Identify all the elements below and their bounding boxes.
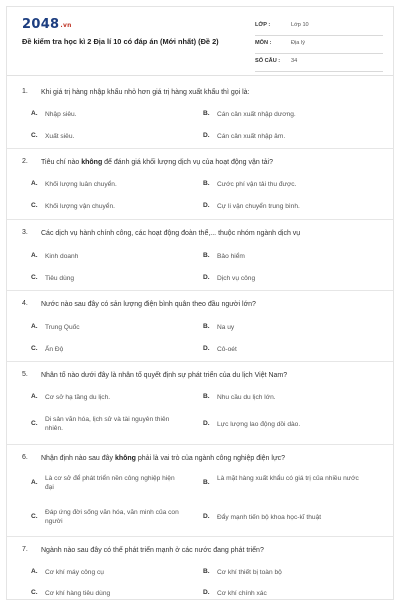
option-text: Nhu cầu du lịch lớn.	[217, 394, 276, 401]
option-letter: C.	[31, 202, 38, 209]
question-divider	[7, 219, 393, 220]
option-letter: A.	[31, 110, 38, 117]
meta-subject-row	[255, 38, 383, 54]
option-letter: D.	[203, 345, 210, 352]
option-text: Cự li vận chuyển trung bình.	[217, 203, 300, 210]
question-number: 7.	[22, 546, 28, 553]
option-text: Bảo hiểm	[217, 253, 245, 260]
option-letter: C.	[31, 274, 38, 281]
option-letter: B.	[203, 323, 210, 330]
question-text	[41, 229, 381, 238]
option-text: Dịch vụ công	[217, 275, 256, 282]
question-text-part: Nhân tố nào dưới đây là nhân tố quyết định sự phát triển của du lịch Việt Nam?	[41, 372, 288, 379]
option-letter: D.	[203, 513, 210, 520]
question-divider	[7, 536, 393, 537]
option-text: Khối lượng luân chuyển.	[45, 181, 117, 188]
option-text: Cơ khí chính xác	[217, 590, 267, 597]
question-divider	[7, 444, 393, 445]
option-letter: A.	[31, 252, 38, 259]
option-text: Cơ khí máy công cụ	[45, 569, 104, 576]
question-text-part: Ngành nào sau đây có thế phát triển mạnh ở các nước đang phát triển?	[41, 547, 264, 554]
option-text: Xuất siêu.	[45, 133, 75, 140]
question-text-part: Tiêu chí nào	[41, 159, 82, 166]
option-letter: D.	[203, 202, 210, 209]
option-letter: D.	[203, 132, 210, 139]
question-number: 1.	[22, 88, 28, 95]
question-text-emphasis: không	[81, 159, 103, 166]
meta-class-value: Lớp 10	[291, 22, 309, 28]
question-number: 3.	[22, 229, 28, 236]
question-text	[41, 300, 381, 309]
option-letter: B.	[203, 110, 210, 117]
option-text: Cán cân xuất nhập âm.	[217, 133, 286, 140]
exam-page	[6, 6, 394, 600]
option-letter: C.	[31, 513, 38, 520]
option-text: Di sản văn hóa, lịch sử và tài nguyên thiên nhiên.	[45, 416, 170, 432]
question-text	[41, 371, 381, 380]
option-letter: D.	[203, 589, 210, 596]
meta-subject-label: MÔN :	[255, 40, 272, 46]
question-text-part: Nhận định nào sau đây	[41, 455, 115, 462]
option-letter: D.	[203, 274, 210, 281]
option-text: Trung Quốc	[45, 324, 80, 331]
option-text: Khối lượng vận chuyển.	[45, 203, 115, 210]
option-letter: A.	[31, 568, 38, 575]
option-letter: D.	[203, 420, 210, 427]
question-text	[41, 454, 381, 463]
question-text-emphasis: không	[114, 455, 136, 462]
option-text: Na uy	[217, 324, 235, 331]
question-text-part: Khi giá trị hàng nhập khẩu nhỏ hơn giá trị hàng xuất khẩu thì gọi là:	[41, 89, 250, 96]
meta-class-row	[255, 20, 383, 36]
page-header	[7, 7, 393, 69]
option-text: Đáp ứng đời sống văn hóa, văn minh của con người	[45, 509, 179, 525]
option-text: Nhập siêu.	[45, 111, 77, 118]
question-divider	[7, 148, 393, 149]
option-letter: C.	[31, 420, 38, 427]
header-divider	[7, 75, 393, 76]
logo-domain: .vn	[60, 22, 72, 29]
option-text: Cán cân xuất nhập dương.	[217, 111, 296, 118]
option-letter: A.	[31, 393, 38, 400]
option-letter: B.	[203, 568, 210, 575]
option-text: Ấn Độ	[45, 346, 64, 353]
option-text: Là cơ sở để phát triển nền công nghiệp hiện đại	[45, 475, 175, 491]
option-letter: B.	[203, 479, 210, 486]
option-text: Tiêu dùng	[45, 275, 75, 282]
option-text: Cô-oét	[217, 346, 237, 353]
question-text-part: Các dịch vụ hành chính công, các hoạt động đoàn thể,... thuộc nhóm ngành dịch vụ	[41, 230, 301, 237]
site-logo[interactable]	[22, 17, 72, 32]
question-text	[41, 546, 381, 555]
question-text-part: để đánh giá khối lượng dịch vụ của hoạt động vận tải?	[102, 159, 274, 166]
meta-count-row	[255, 56, 383, 72]
option-letter: B.	[203, 180, 210, 187]
meta-count-value: 34	[291, 58, 298, 64]
logo-number: 2048	[22, 17, 60, 32]
option-letter: A.	[31, 180, 38, 187]
question-divider	[7, 290, 393, 291]
option-letter: A.	[31, 479, 38, 486]
option-letter: B.	[203, 252, 210, 259]
question-text-part: Nước nào sau đây có sản lượng điện bình quân theo đầu người lớn?	[41, 301, 256, 308]
question-text-part: phải là vai trò của ngành công nghiệp điện lực?	[135, 455, 286, 462]
option-letter: B.	[203, 393, 210, 400]
page-title: Đề kiểm tra học kì 2 Địa lí 10 có đáp án (Mới nhất) (Đề 2)	[22, 37, 219, 46]
option-letter: C.	[31, 345, 38, 352]
question-number: 2.	[22, 158, 28, 165]
question-number: 6.	[22, 454, 28, 461]
option-letter: C.	[31, 132, 38, 139]
question-text	[41, 158, 381, 167]
option-text: Là mặt hàng xuất khẩu có giá trị của nhiều nước	[217, 475, 359, 482]
exam-meta	[255, 20, 383, 74]
option-text: Đẩy mạnh tiến bộ khoa học-kĩ thuật	[217, 514, 322, 521]
meta-class-label: LỚP :	[255, 22, 271, 28]
option-text: Kinh doanh	[45, 253, 79, 260]
question-number: 4.	[22, 300, 28, 307]
option-text: Cơ khí hàng tiêu dùng	[45, 590, 111, 597]
option-text: Cơ sở hạ tầng du lịch.	[45, 394, 111, 401]
meta-count-label: SỐ CÂU :	[255, 58, 281, 64]
question-number: 5.	[22, 371, 28, 378]
option-text: Cước phí vận tải thu được.	[217, 181, 297, 188]
option-letter: C.	[31, 589, 38, 596]
option-text: Cơ khí thiết bị toàn bộ	[217, 569, 282, 576]
question-text	[41, 88, 381, 97]
question-divider	[7, 361, 393, 362]
option-letter: A.	[31, 323, 38, 330]
option-text: Lực lượng lao động dồi dào.	[217, 421, 301, 428]
meta-subject-value: Địa lý	[291, 40, 305, 46]
